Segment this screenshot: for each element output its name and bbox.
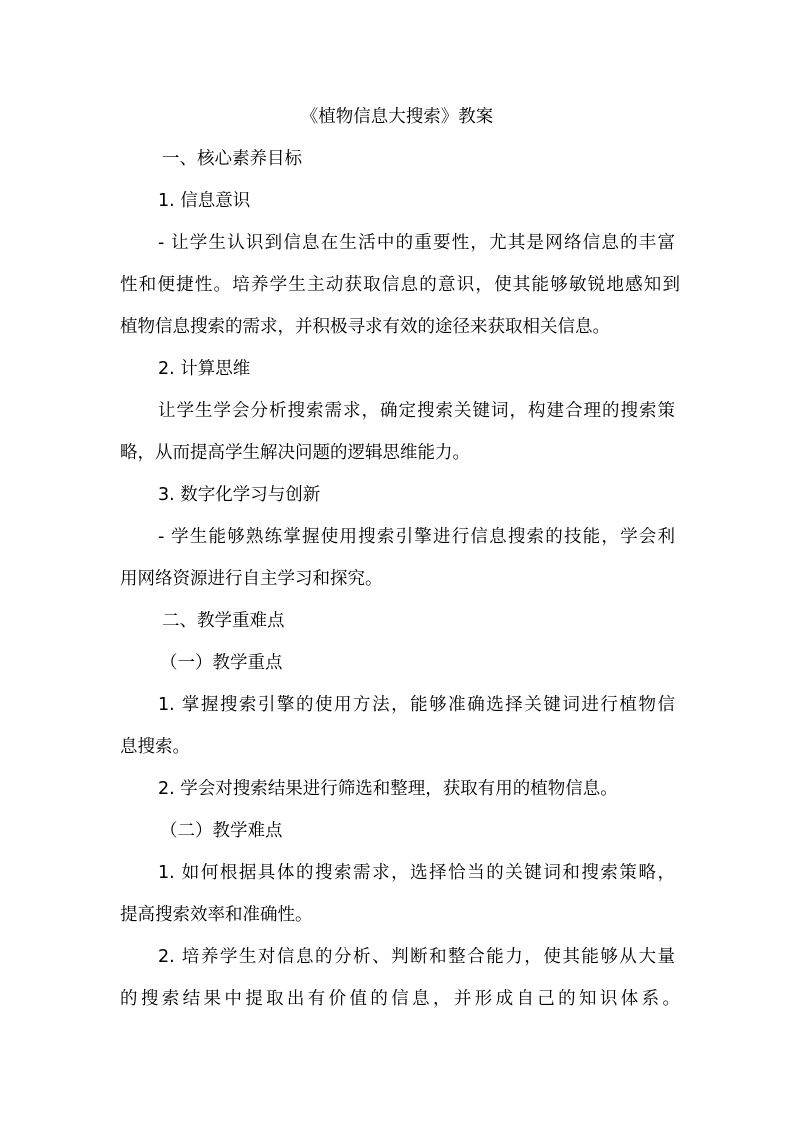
section-heading-goals: 一、核心素养目标 xyxy=(162,149,302,169)
item-heading-computational-thinking: 2. 计算思维 xyxy=(158,359,251,379)
paragraph-line: 息搜索。 xyxy=(120,737,190,757)
paragraph-line: - 学生能够熟练掌握使用搜索引擎进行信息搜索的技能，学会利 xyxy=(158,527,675,547)
paragraph-line: 让学生学会分析搜索需求，确定搜索关键词，构建合理的搜索策 xyxy=(158,401,675,421)
paragraph-line: 植物信息搜索的需求，并积极寻求有效的途径来获取相关信息。 xyxy=(120,317,610,337)
paragraph-line: 用网络资源进行自主学习和探究。 xyxy=(120,569,383,589)
paragraph-line: 性和便捷性。培养学生主动获取信息的意识，使其能够敏锐地感知到 xyxy=(120,275,680,295)
paragraph-line: 略，从而提高学生解决问题的逻辑思维能力。 xyxy=(120,443,470,463)
subsection-heading-difficulty: （二）教学难点 xyxy=(160,821,283,841)
item-heading-information-awareness: 1. 信息意识 xyxy=(158,191,251,211)
paragraph-line: 1. 掌握搜索引擎的使用方法，能够准确选择关键词进行植物信 xyxy=(158,695,675,715)
paragraph-line: 提高搜索效率和准确性。 xyxy=(120,905,313,925)
paragraph-line: 2. 学会对搜索结果进行筛选和整理，获取有用的植物信息。 xyxy=(158,779,618,799)
item-heading-digital-learning: 3. 数字化学习与创新 xyxy=(158,485,321,505)
paragraph-line: - 让学生认识到信息在生活中的重要性，尤其是网络信息的丰富 xyxy=(158,233,675,253)
paragraph-line: 的搜索结果中提取出有价值的信息，并形成自己的知识体系。 xyxy=(120,989,680,1009)
document-title: 《植物信息大搜索》教案 xyxy=(300,107,494,127)
paragraph-line: 2. 培养学生对信息的分析、判断和整合能力，使其能够从大量 xyxy=(158,947,675,967)
subsection-heading-focus: （一）教学重点 xyxy=(160,653,283,673)
paragraph-line: 1. 如何根据具体的搜索需求，选择恰当的关键词和搜索策略， xyxy=(158,863,675,883)
section-heading-key-points: 二、教学重难点 xyxy=(162,611,285,631)
